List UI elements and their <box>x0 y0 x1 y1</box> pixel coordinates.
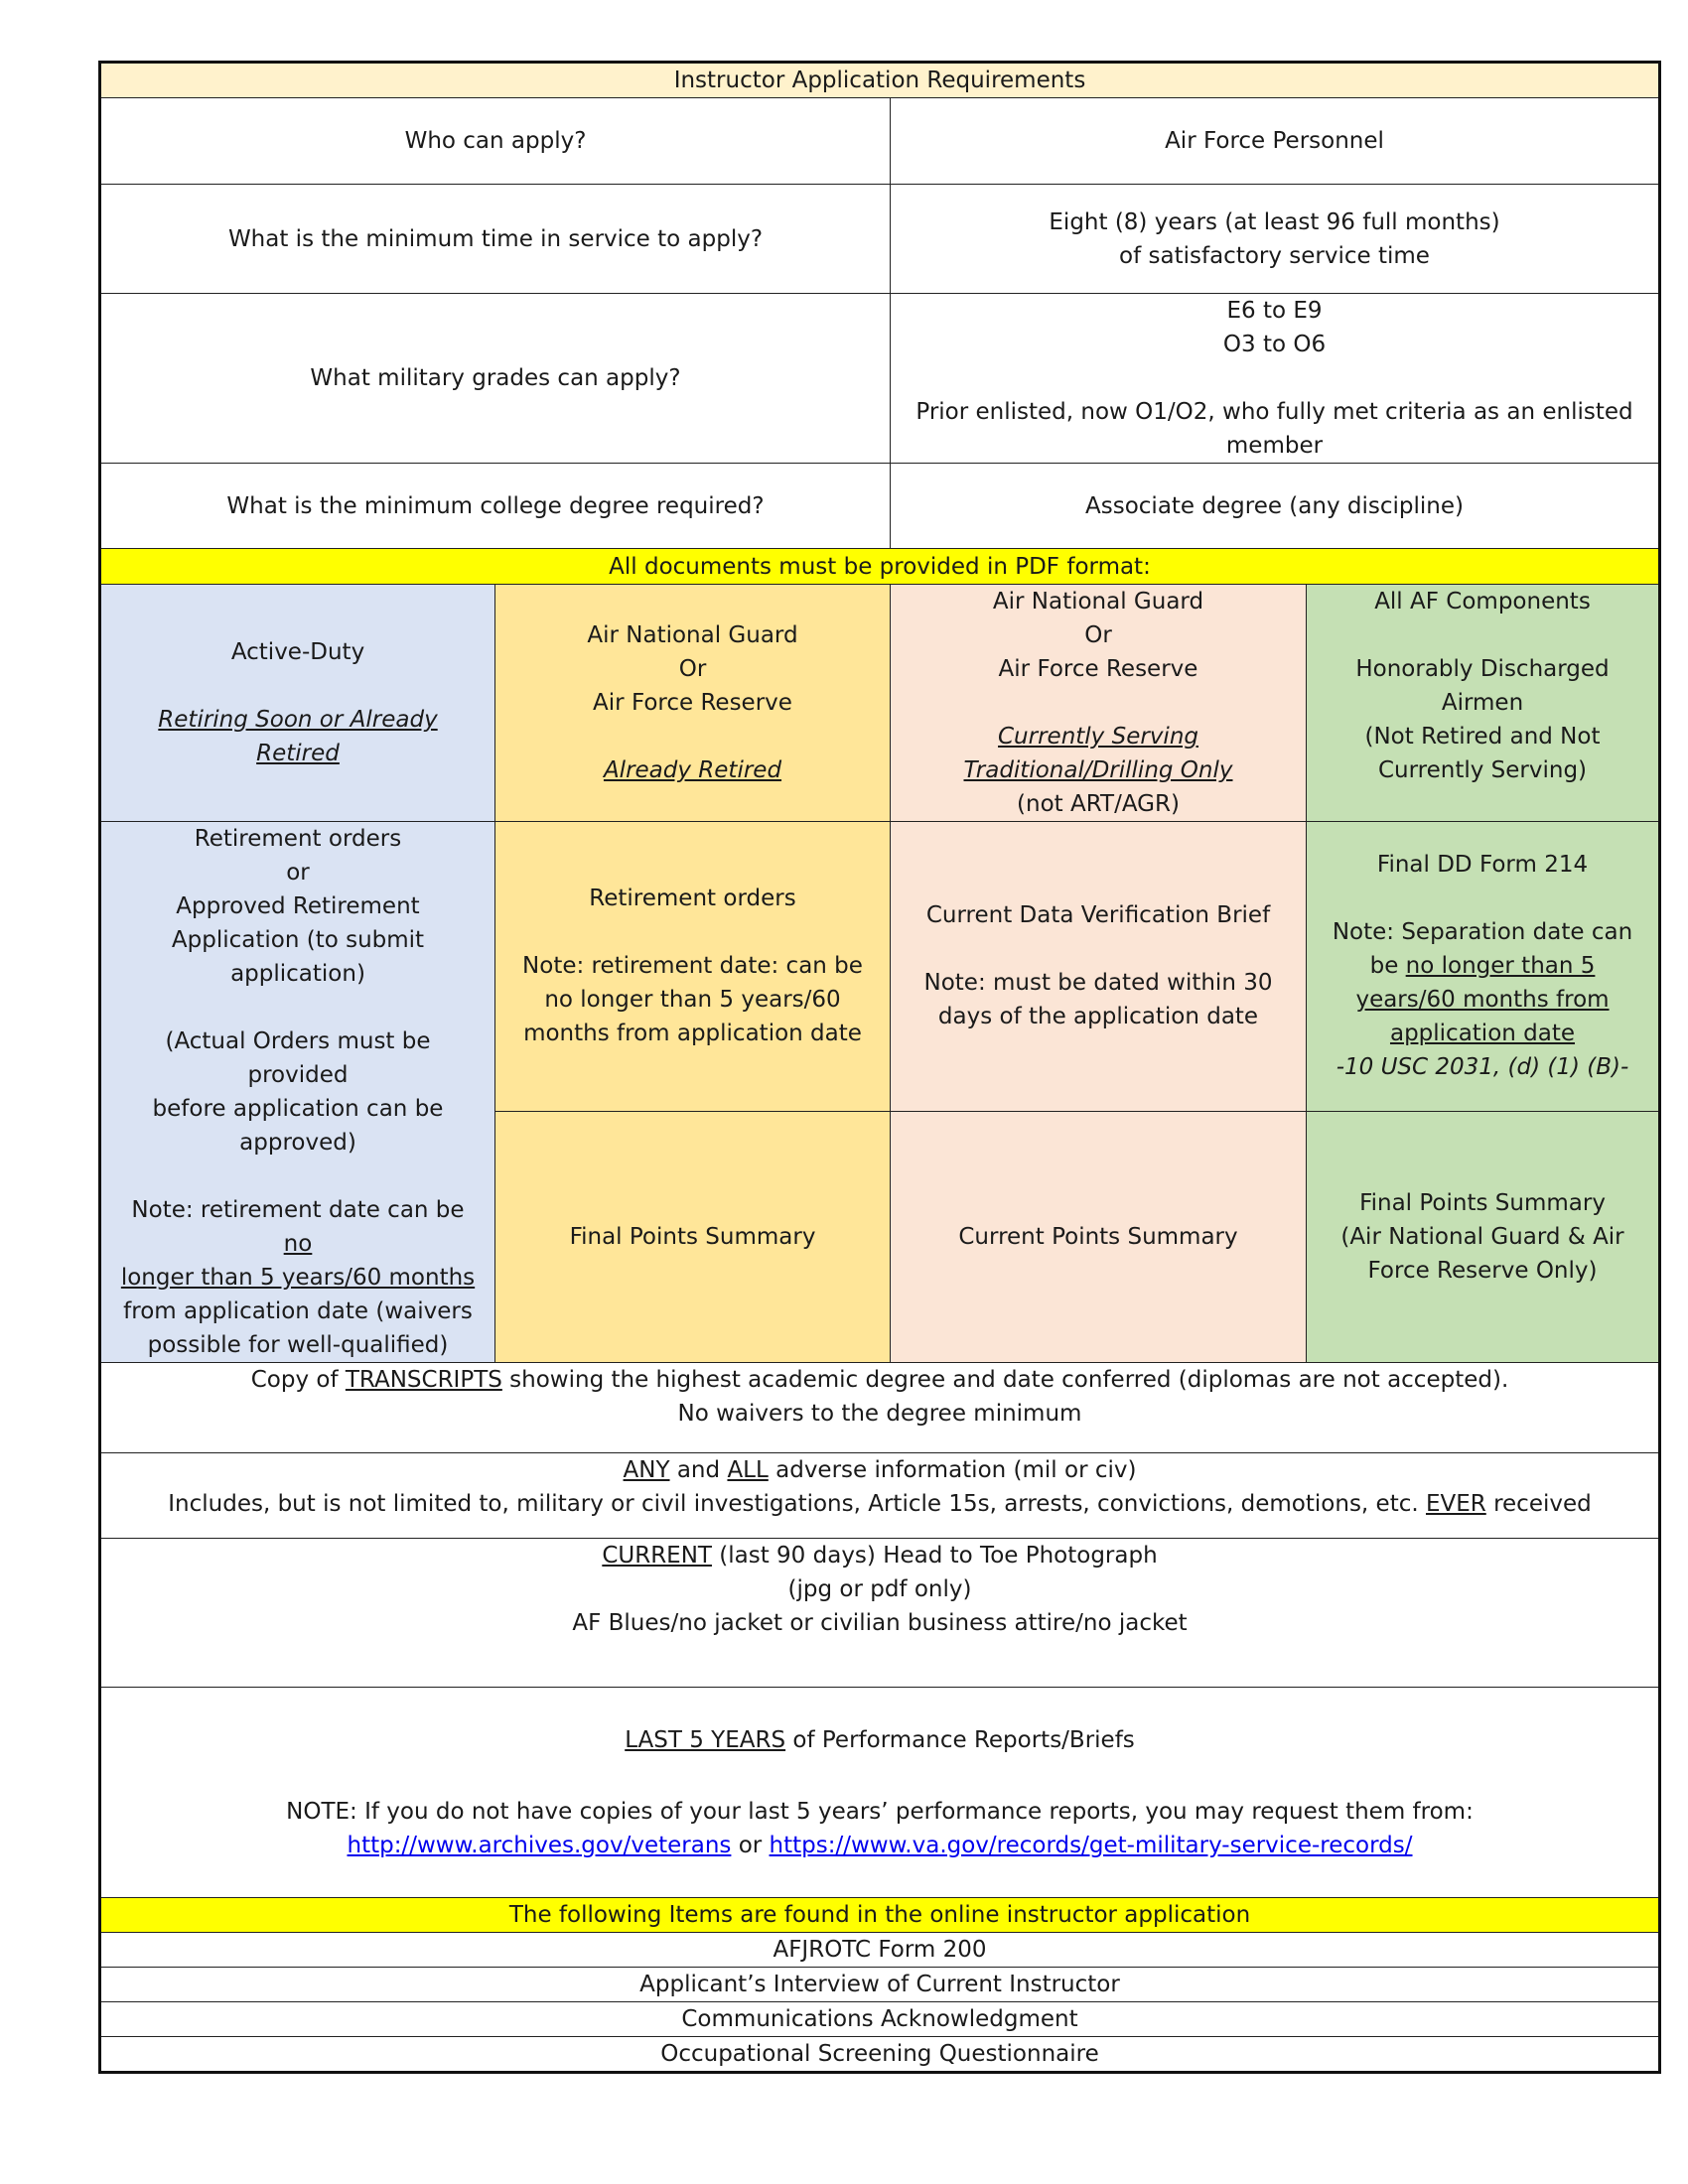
online-item: Communications Acknowledgment <box>100 2002 1660 2037</box>
online-item: Applicant’s Interview of Current Instructor <box>100 1968 1660 2002</box>
va-records-link[interactable]: https://www.va.gov/records/get-military-service-records/ <box>769 1832 1413 1858</box>
online-application-banner: The following Items are found in the online instructor application <box>100 1898 1660 1933</box>
question-cell: What is the minimum time in service to apply? <box>100 185 891 294</box>
guard-retired-points: Final Points Summary <box>495 1111 891 1362</box>
archives-link[interactable]: http://www.archives.gov/veterans <box>347 1832 732 1858</box>
pdf-format-banner: All documents must be provided in PDF format: <box>100 549 1660 585</box>
question-cell: What is the minimum college degree required? <box>100 464 891 549</box>
question-cell: What military grades can apply? <box>100 294 891 464</box>
qa-row <box>100 464 1660 549</box>
guard-serving-documents: Current Data Verification Brief Note: must be dated within 30 days of the application date <box>891 822 1307 1112</box>
transcripts-requirement: Copy of TRANSCRIPTS showing the highest academic degree and date conferred (diplomas are not accepted). No waivers to the degree minimum <box>100 1363 1660 1453</box>
documents-row <box>100 822 1660 1112</box>
answer-cell: E6 to E9 O3 to O6 Prior enlisted, now O1/O2, who fully met criteria as an enlisted member <box>891 294 1660 464</box>
category-guard-retired: Air National Guard Or Air Force Reserve Already Retired <box>495 585 891 822</box>
answer-cell: Eight (8) years (at least 96 full months) of satisfactory service time <box>891 185 1660 294</box>
adverse-info-requirement: ANY and ALL adverse information (mil or civ) Includes, but is not limited to, military or civil investigations, Article 15s, arrests, convictions, demotions, etc. EVER received <box>100 1453 1660 1539</box>
category-guard-serving: Air National Guard Or Air Force Reserve Currently Serving Traditional/Drilling Only (not ART/AGR) <box>891 585 1307 822</box>
guard-retired-documents: Retirement orders Note: retirement date: can be no longer than 5 years/60 months from application date <box>495 822 891 1112</box>
qa-row <box>100 185 1660 294</box>
category-all-af: All AF Components Honorably Discharged Airmen (Not Retired and Not Currently Serving) <box>1307 585 1660 822</box>
online-item: Occupational Screening Questionnaire <box>100 2037 1660 2073</box>
answer-cell: Air Force Personnel <box>891 98 1660 185</box>
performance-reports-requirement: LAST 5 YEARS of Performance Reports/Briefs NOTE: If you do not have copies of your last 5 years’ performance reports, you may request them from: http://www.archives.gov/veterans or https://www.va.gov/records/get-military-service-records/ <box>100 1688 1660 1898</box>
online-item: AFJROTC Form 200 <box>100 1933 1660 1968</box>
all-af-documents: Final DD Form 214 Note: Separation date can be no longer than 5 years/60 months from application date -10 USC 2031, (d) (1) (B)- <box>1307 822 1660 1112</box>
answer-cell: Associate degree (any discipline) <box>891 464 1660 549</box>
qa-row <box>100 98 1660 185</box>
table-title: Instructor Application Requirements <box>100 63 1660 98</box>
active-duty-documents: Retirement orders or Approved Retirement Application (to submit application) (Actual Orders must be provided before application can be approved) Note: retirement date can be no longer than 5 years/60 months from application date (waivers possible for well-qualified) <box>100 822 495 1363</box>
all-af-points: Final Points Summary (Air National Guard & Air Force Reserve Only) <box>1307 1111 1660 1362</box>
category-row <box>100 585 1660 822</box>
requirements-table <box>98 61 1661 2074</box>
guard-serving-points: Current Points Summary <box>891 1111 1307 1362</box>
category-active-duty: Active-Duty Retiring Soon or Already Retired <box>100 585 495 822</box>
question-cell: Who can apply? <box>100 98 891 185</box>
qa-row <box>100 294 1660 464</box>
photo-requirement: CURRENT (last 90 days) Head to Toe Photograph (jpg or pdf only) AF Blues/no jacket or civilian business attire/no jacket <box>100 1539 1660 1688</box>
